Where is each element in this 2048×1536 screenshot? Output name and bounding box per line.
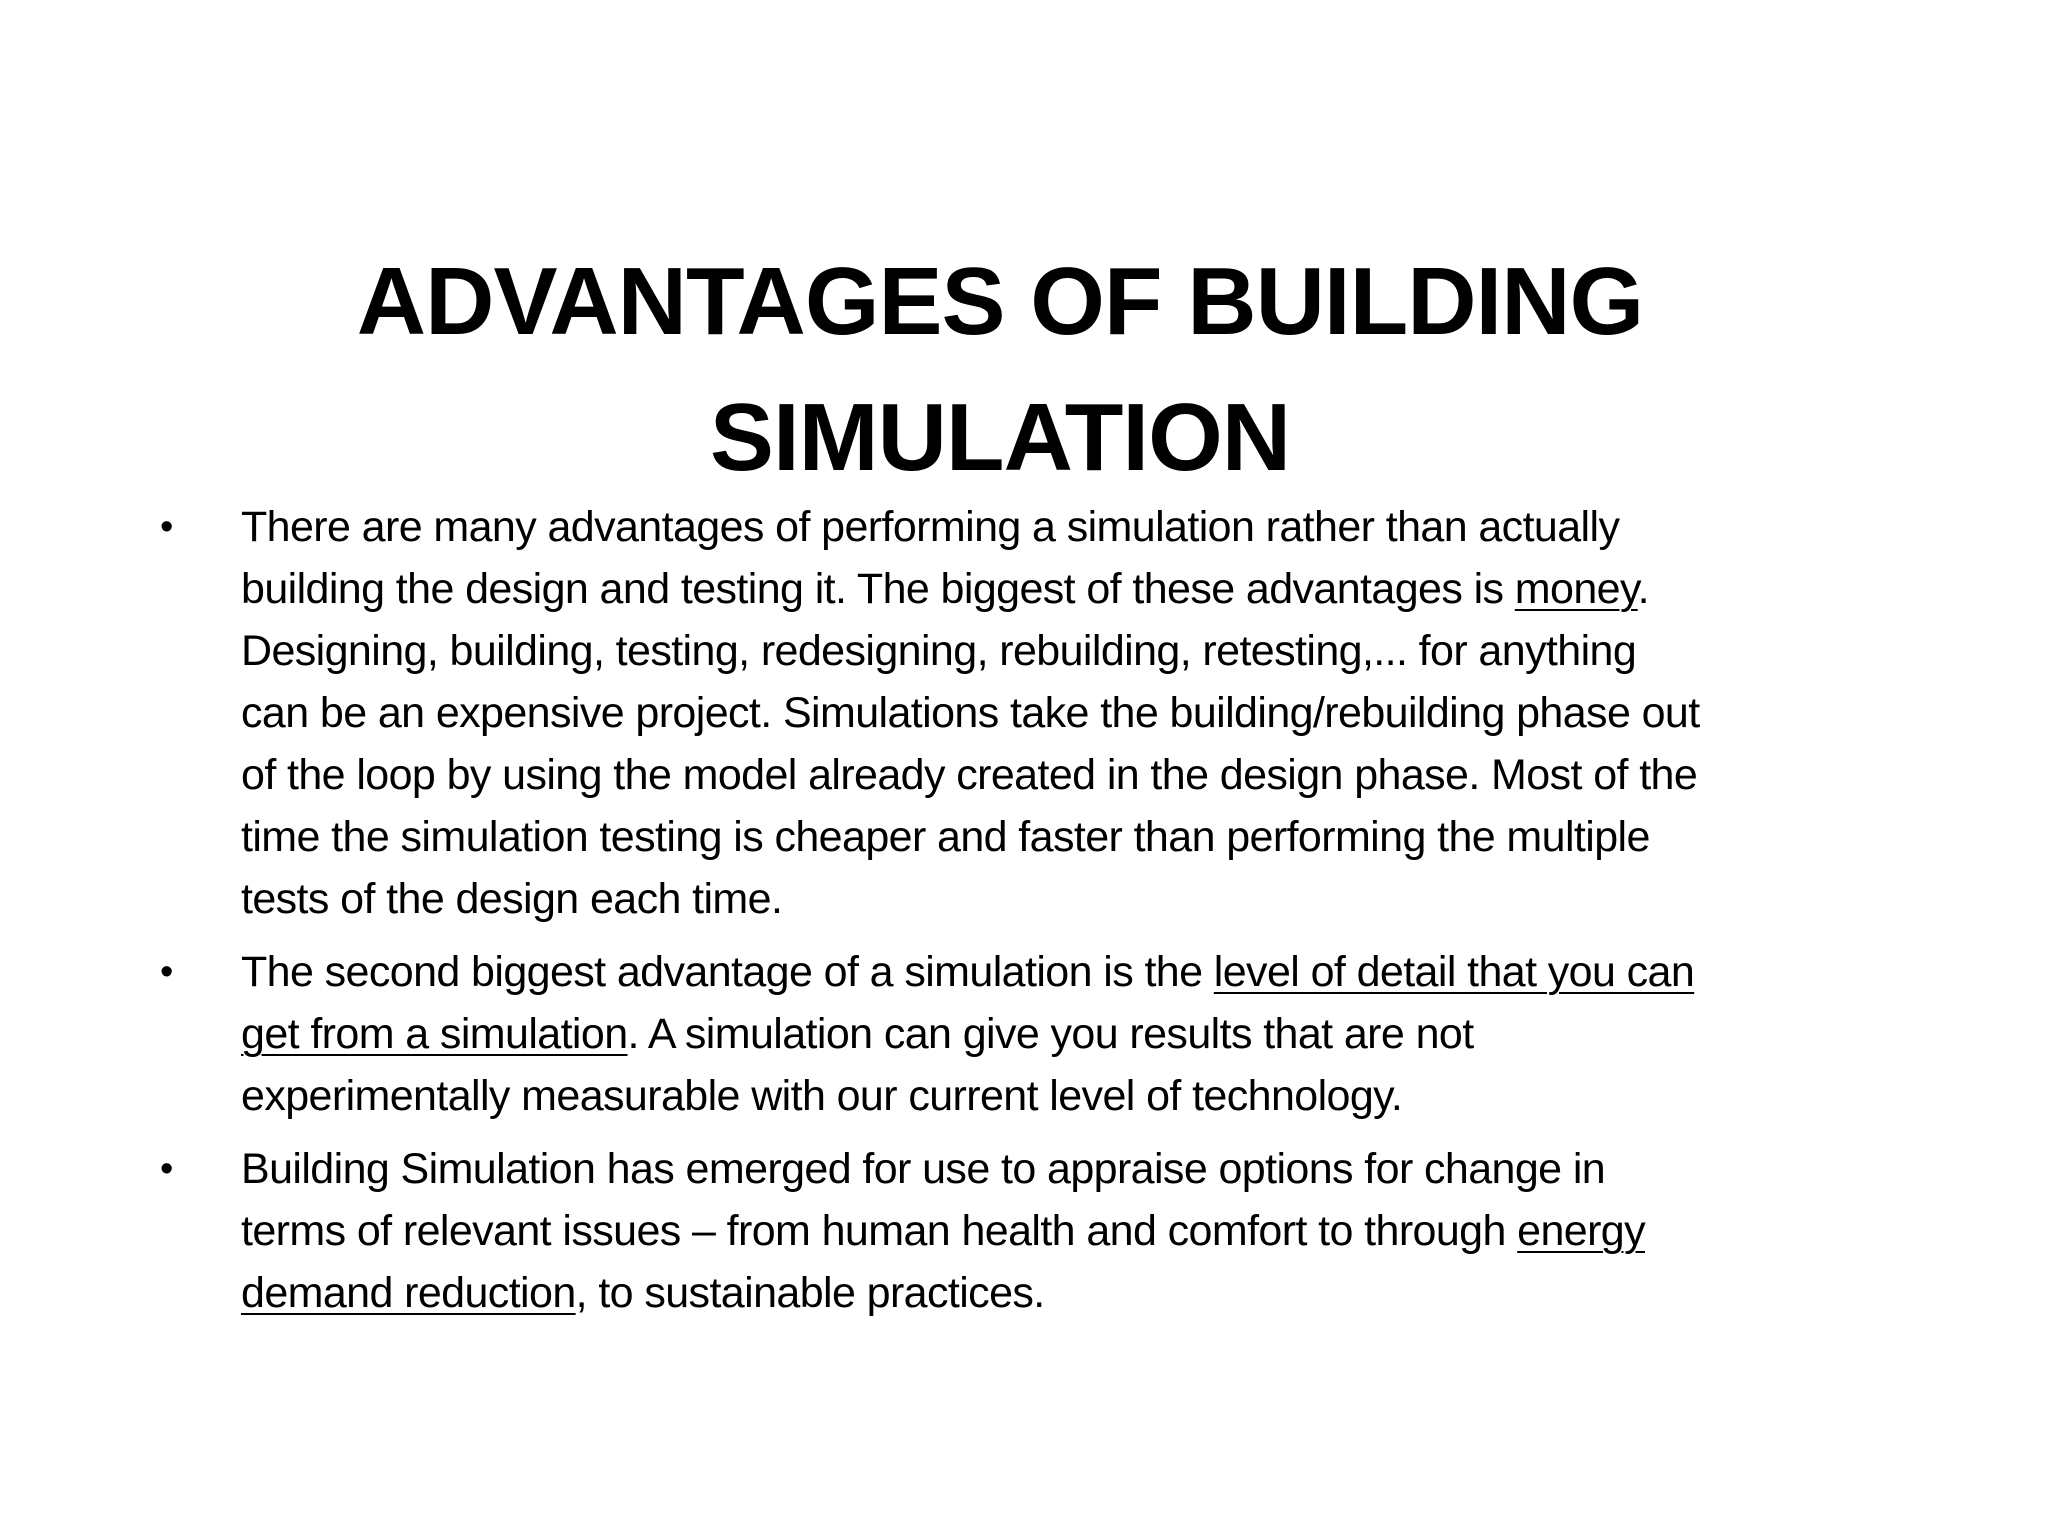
underlined-text: energy demand reduction (241, 1207, 1646, 1317)
bullet-text: , to sustainable practices. (575, 1269, 1045, 1317)
bullet-text: There are many advantages of performing a simulation rather than actually building the design and testing it. The biggest of these advantages is (241, 503, 1620, 613)
bullet-text: Building Simulation has emerged for use to appraise options for change in terms of relevant issues – from human health and comfort to through (241, 1145, 1606, 1255)
title-line-1: ADVANTAGES OF BUILDING (356, 248, 1644, 356)
bullet-text: . A simulation can give you results that are not experimentally measurable with our current level of technology. (241, 1010, 1474, 1120)
bullet-text: The second biggest advantage of a simulation is the (241, 948, 1214, 996)
bullet-dot: • (160, 951, 173, 993)
title-line-2: SIMULATION (709, 384, 1291, 492)
underlined-text: level of detail that you can get from a simulation (241, 948, 1695, 1058)
bullet-list (160, 496, 1700, 1335)
bullet-dot: • (160, 506, 173, 548)
bullet-item-money (160, 496, 1700, 930)
bullet-dot: • (160, 1148, 173, 1190)
bullet-item-energy (160, 1138, 1700, 1324)
bullet-text: . Designing, building, testing, redesigning, rebuilding, retesting,... for anything can be an expensive project. Simulations take the building/rebuilding phase out of the loop by using the model already created in the design phase. Most of the time the simulation testing is cheaper and faster than performing the multiple tests of the design each time. (241, 565, 1700, 923)
underlined-text: money (1514, 565, 1638, 613)
bullet-item-detail (160, 941, 1700, 1127)
slide-title (200, 234, 1800, 506)
